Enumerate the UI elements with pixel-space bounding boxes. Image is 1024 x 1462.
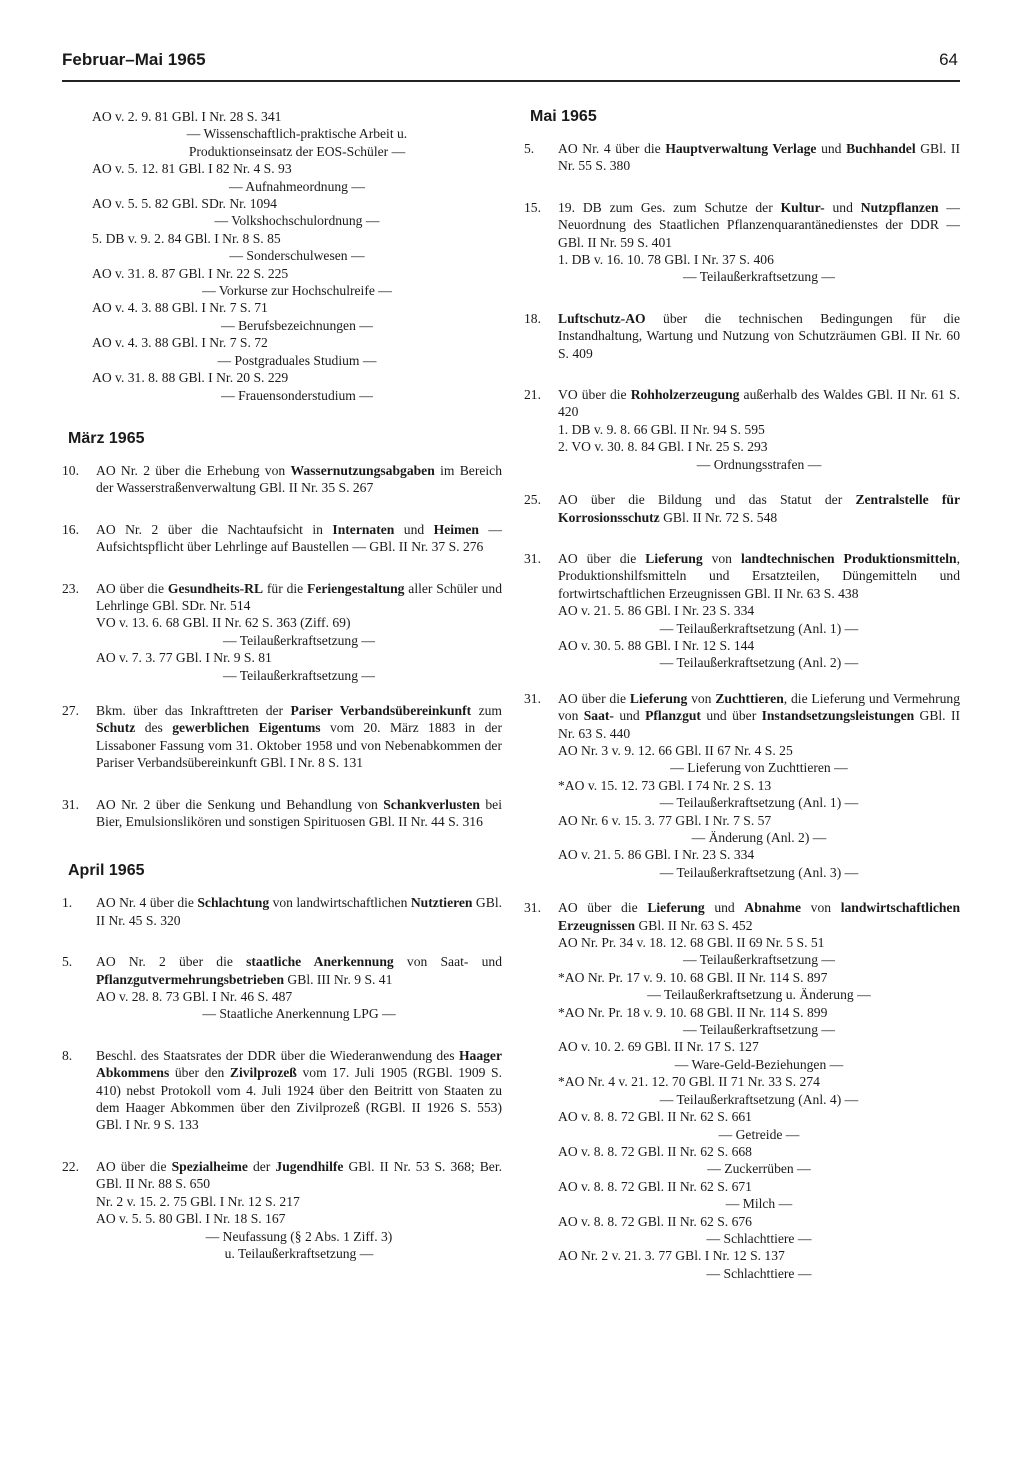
subject-note: — Aufnahmeordnung —	[229, 178, 365, 194]
entry-mai-5	[524, 140, 960, 175]
subject-note: — Zuckerrüben —	[707, 1161, 811, 1177]
entry-maerz-10	[62, 462, 502, 497]
page-number: 64	[939, 50, 958, 69]
amendment-line: AO v. 4. 3. 88 GBl. I Nr. 7 S. 71	[92, 300, 268, 316]
amendment-line: AO v. 5. 12. 81 GBl. I 82 Nr. 4 S. 93	[92, 161, 292, 177]
amendment-line: AO v. 10. 2. 69 GBl. II Nr. 17 S. 127	[558, 1039, 759, 1055]
amendment-line: AO v. 8. 8. 72 GBl. II Nr. 62 S. 668	[558, 1143, 752, 1159]
entry-mai-25	[524, 491, 960, 526]
entry-text: AO über die Spezialheime der Jugendhilfe GBl. II Nr. 53 S. 368; Ber. GBl. II Nr. 88 S. 650 Nr. 2 v. 15. 2. 75 GBl. I Nr. 12 S. 217 AO v. 5. 5. 80 GBl. I Nr. 18 S. 167 — Neufassung (§ 2 Abs. 1 Ziff. 3) u. Teilaußerkraftsetzung —	[96, 1158, 503, 1261]
entry-day: 5.	[524, 141, 535, 156]
subject-note: — Sonderschulwesen —	[229, 248, 365, 264]
amendment-line: AO v. 4. 3. 88 GBl. I Nr. 7 S. 72	[92, 335, 268, 351]
subject-note: — Postgraduales Studium —	[217, 352, 377, 368]
entry-text: AO über die Bildung und das Statut der Zentralstelle für Korrosionsschutz GBl. II Nr. 72 S. 548	[558, 492, 960, 525]
entry-text: VO über die Rohholzerzeugung außerhalb des Waldes GBl. II Nr. 61 S. 420 1. DB v. 9. 8. 66 GBl. II Nr. 94 S. 595 2. VO v. 30. 8. 84 GBl. I Nr. 25 S. 293 — Ordnungsstrafen —	[558, 387, 961, 472]
right-column	[524, 108, 960, 1300]
entry-text: AO Nr. 4 über die Schlachtung von landwirtschaftlichen Nutztieren GBl. II Nr. 45 S. 320	[96, 895, 502, 928]
entry-day: 31.	[524, 550, 541, 566]
entry-day: 31.	[62, 796, 79, 812]
section-heading-mai: Mai 1965	[530, 108, 597, 125]
entry-day: 22.	[62, 1158, 79, 1174]
entry-day: 5.	[62, 954, 73, 970]
left-column	[62, 108, 502, 1286]
entry-text: AO Nr. 2 über die Erhebung von Wassernutzungsabgaben im Bereich der Wasserstraßenverwaltung GBl. II Nr. 35 S. 267	[96, 462, 502, 496]
page-header	[62, 46, 960, 82]
entry-day: 15.	[524, 199, 541, 215]
subject-note: — Teilaußerkraftsetzung —	[682, 952, 836, 968]
entry-april-22	[62, 1158, 502, 1262]
entry-day: 18.	[524, 310, 541, 326]
amendment-line: AO v. 8. 8. 72 GBl. II Nr. 62 S. 671	[558, 1178, 752, 1194]
amendment-line: AO Nr. 2 v. 21. 3. 77 GBl. I Nr. 12 S. 137	[558, 1248, 785, 1264]
entry-text: AO Nr. 2 über die Nachtaufsicht in Internaten und Heimen — Aufsichtspflicht über Lehrlinge auf Baustellen — GBl. II Nr. 37 S. 276	[96, 521, 502, 555]
amendment-line: *AO Nr. Pr. 17 v. 9. 10. 68 GBl. II Nr. 114 S. 897	[558, 969, 828, 985]
subject-note: — Milch —	[725, 1196, 793, 1212]
amendment-line: AO v. 2. 9. 81 GBl. I Nr. 28 S. 341	[92, 109, 282, 124]
amendment-line: AO v. 31. 8. 88 GBl. I Nr. 20 S. 229	[92, 370, 289, 386]
section-heading-april: April 1965	[68, 862, 145, 880]
amendment-line: AO v. 5. 5. 82 GBl. SDr. Nr. 1094	[92, 196, 277, 212]
subject-note: — Wissenschaftlich-praktische Arbeit u.	[186, 126, 408, 142]
sub-entry-list	[558, 934, 960, 1282]
entry-april-1	[62, 894, 502, 929]
entry-text: AO über die Lieferung von landtechnischen Produktionsmitteln, Produktionshilfsmitteln und Ersatzteilen, Düngemitteln und fortwirtschaftlichen Erzeugnissen GBl. II Nr. 63 S. 438 AO v. 21. 5. 86 GBl. I Nr. 23 S. 334 — Teilaußerkraftsetzung (Anl. 1) — AO v. 30. 5. 88 GBl. I Nr. 12 S. 144 — Teilaußerkraftsetzung (Anl. 2) —	[558, 550, 961, 671]
entry-text: Luftschutz-AO über die technischen Bedingungen für die Instandhaltung, Wartung und Nutzung von Schutzräumen GBl. II Nr. 60 S. 409	[558, 310, 960, 361]
entry-day: 16.	[62, 521, 79, 537]
running-title: Februar–Mai 1965	[62, 50, 206, 69]
entry-april-5	[62, 953, 502, 1023]
entry-day: 21.	[524, 387, 541, 403]
entry-day: 31.	[524, 900, 541, 916]
subject-note: — Teilaußerkraftsetzung (Anl. 4) —	[659, 1091, 859, 1107]
subject-note: — Vorkurse zur Hochschulreife —	[202, 283, 392, 299]
entry-day: 8.	[62, 1047, 73, 1063]
entry-day: 1.	[62, 895, 73, 911]
amendment-line: *AO Nr. Pr. 18 v. 9. 10. 68 GBl. II Nr. 114 S. 899	[558, 1004, 828, 1020]
entry-maerz-23	[62, 580, 502, 684]
entry-mai-31c	[524, 899, 960, 1282]
entry-day: 23.	[62, 580, 79, 596]
entry-april-8	[62, 1047, 502, 1134]
subject-note: — Frauensonderstudium —	[221, 387, 373, 403]
subject-note: — Ware-Geld-Beziehungen —	[674, 1056, 844, 1072]
entry-maerz-27	[62, 702, 502, 772]
entry-maerz-31	[62, 796, 502, 831]
amendment-line: AO v. 8. 8. 72 GBl. II Nr. 62 S. 661	[558, 1109, 752, 1125]
subject-note: — Teilaußerkraftsetzung u. Änderung —	[647, 987, 871, 1003]
subject-note: — Berufsbezeichnungen —	[221, 317, 373, 333]
entry-mai-18	[524, 310, 960, 362]
amendment-line: AO Nr. Pr. 34 v. 18. 12. 68 GBl. II 69 Nr. 5 S. 51	[558, 935, 825, 951]
entry-text: AO Nr. 4 über die Hauptverwaltung Verlage und Buchhandel GBl. II Nr. 55 S. 380	[558, 141, 960, 174]
subject-note: — Teilaußerkraftsetzung —	[682, 1022, 836, 1038]
intro-list	[62, 108, 502, 404]
entry-maerz-16	[62, 521, 502, 556]
subject-note: — Schlachttiere —	[706, 1230, 812, 1246]
entry-text: AO Nr. 2 über die Senkung und Behandlung von Schankverlusten bei Bier, Emulsionslikören und sonstigen Spirituosen GBl. II Nr. 44 S. 316	[96, 796, 502, 829]
entry-text: AO über die Gesundheits-RL für die Feriengestaltung aller Schüler und Lehrlinge GBl. SDr. Nr. 514 VO v. 13. 6. 68 GBl. II Nr. 62 S. 363 (Ziff. 69) — Teilaußerkraftsetzung — AO v. 7. 3. 77 GBl. I Nr. 9 S. 81 — Teilaußerkraftsetzung —	[96, 580, 503, 683]
entry-text: Bkm. über das Inkrafttreten der Pariser Verbandsübereinkunft zum Schutz des gewerblichen Eigentums vom 20. März 1883 in der Lissaboner Fassung vom 31. Oktober 1958 und von Nebenabkommen der Pariser Verbandsübereinkunft GBl. I Nr. 8 S. 131	[96, 702, 502, 771]
entry-mai-21	[524, 386, 960, 473]
subject-note: Produktionseinsatz der EOS-Schüler —	[188, 143, 406, 159]
entry-day: 25.	[524, 492, 541, 508]
amendment-line: AO v. 31. 8. 87 GBl. I Nr. 22 S. 225	[92, 265, 289, 281]
entry-text: AO über die Lieferung von Zuchttieren, die Lieferung und Vermehrung von Saat- und Pflanzgut und über Instandsetzungsleistungen GBl. II Nr. 63 S. 440 AO Nr. 3 v. 9. 12. 66 GBl. II 67 Nr. 4 S. 25 — Lieferung von Zuchttieren — *AO v. 15. 12. 73 GBl. I 74 Nr. 2 S. 13 — Teilaußerkraftsetzung (Anl. 1) — AO Nr. 6 v. 15. 3. 77 GBl. I Nr. 7 S. 57 — Änderung (Anl. 2) — AO v. 21. 5. 86 GBl. I Nr. 23 S. 334 — Teilaußerkraftsetzung (Anl. 3) —	[558, 690, 961, 880]
subject-note: — Schlachttiere —	[706, 1265, 812, 1281]
entry-text: AO Nr. 2 über die staatliche Anerkennung von Saat- und Pflanzgutvermehrungsbetrieben GBl. III Nr. 9 S. 41 AO v. 28. 8. 73 GBl. I Nr. 46 S. 487 — Staatliche Anerkennung LPG —	[96, 954, 502, 1022]
amendment-line: *AO Nr. 4 v. 21. 12. 70 GBl. II 71 Nr. 33 S. 274	[558, 1074, 820, 1090]
section-heading-maerz: März 1965	[68, 429, 145, 447]
amendment-line: AO v. 8. 8. 72 GBl. II Nr. 62 S. 676	[558, 1213, 752, 1229]
entry-mai-15	[524, 199, 960, 286]
entry-text: Beschl. des Staatsrates der DDR über die Wiederanwendung des Haager Abkommens über den Zivilprozeß vom 17. Juli 1905 (RGBl. 1909 S. 410) nebst Protokoll vom 4. Juli 1924 über den Beitritt von Staaten zu dem Haager Abkommen über den Zivilprozeß (RGBl. II 1926 S. 553) GBl. I Nr. 9 S. 133	[96, 1047, 502, 1133]
entry-text: AO über die Lieferung und Abnahme von landwirtschaftlichen Erzeugnissen GBl. II Nr. 63 S. 452 AO Nr. Pr. 34 v. 18. 12. 68 GBl. II 69 Nr. 5 S. 51 — Teilaußerkraftsetzung — *AO Nr. Pr. 17 v. 9. 10. 68 GBl. II Nr. 114 S. 897 — Teilaußerkraftsetzung u. Änderung — *AO Nr. Pr. 18 v. 9. 10. 68 GBl. II Nr. 114 S. 899 — Teilaußerkraftsetzung — AO v. 10. 2. 69 GBl. II Nr. 17 S. 127 — Ware-Geld-Beziehungen — *AO Nr. 4 v. 21. 12. 70 GBl. II 71 Nr. 33 S. 274 — Teilaußerkraftsetzung (Anl. 4) — AO v. 8. 8. 72 GBl. II Nr. 62 S. 661 — Getreide — AO v. 8. 8. 72 GBl. II Nr. 62 S. 668 — Zuckerrüben — AO v. 8. 8. 72 GBl. II Nr. 62 S. 671 — Milch — AO v. 8. 8. 72 GBl. II Nr. 62 S. 676 — Schlachttiere — AO Nr. 2 v. 21. 3. 77 GBl. I Nr. 12 S. 137 — Schlachttiere —	[558, 900, 961, 1281]
entry-text: 19. DB zum Ges. zum Schutze der Kultur- und Nutzpflanzen — Neuordnung des Staatlichen Pflanzenquarantänedienstes der DDR — GBl. II Nr. 59 S. 401 1. DB v. 16. 10. 78 GBl. I Nr. 37 S. 406 — Teilaußerkraftsetzung —	[558, 199, 961, 285]
subject-note: — Volkshochschulordnung —	[214, 213, 380, 229]
subject-note: — Getreide —	[718, 1126, 800, 1142]
entry-day: 31.	[524, 690, 541, 706]
entry-day: 27.	[62, 702, 79, 718]
amendment-line: 5. DB v. 9. 2. 84 GBl. I Nr. 8 S. 85	[92, 230, 281, 246]
entry-mai-31a	[524, 550, 960, 672]
entry-mai-31b	[524, 690, 960, 881]
entry-day: 10.	[62, 462, 79, 478]
